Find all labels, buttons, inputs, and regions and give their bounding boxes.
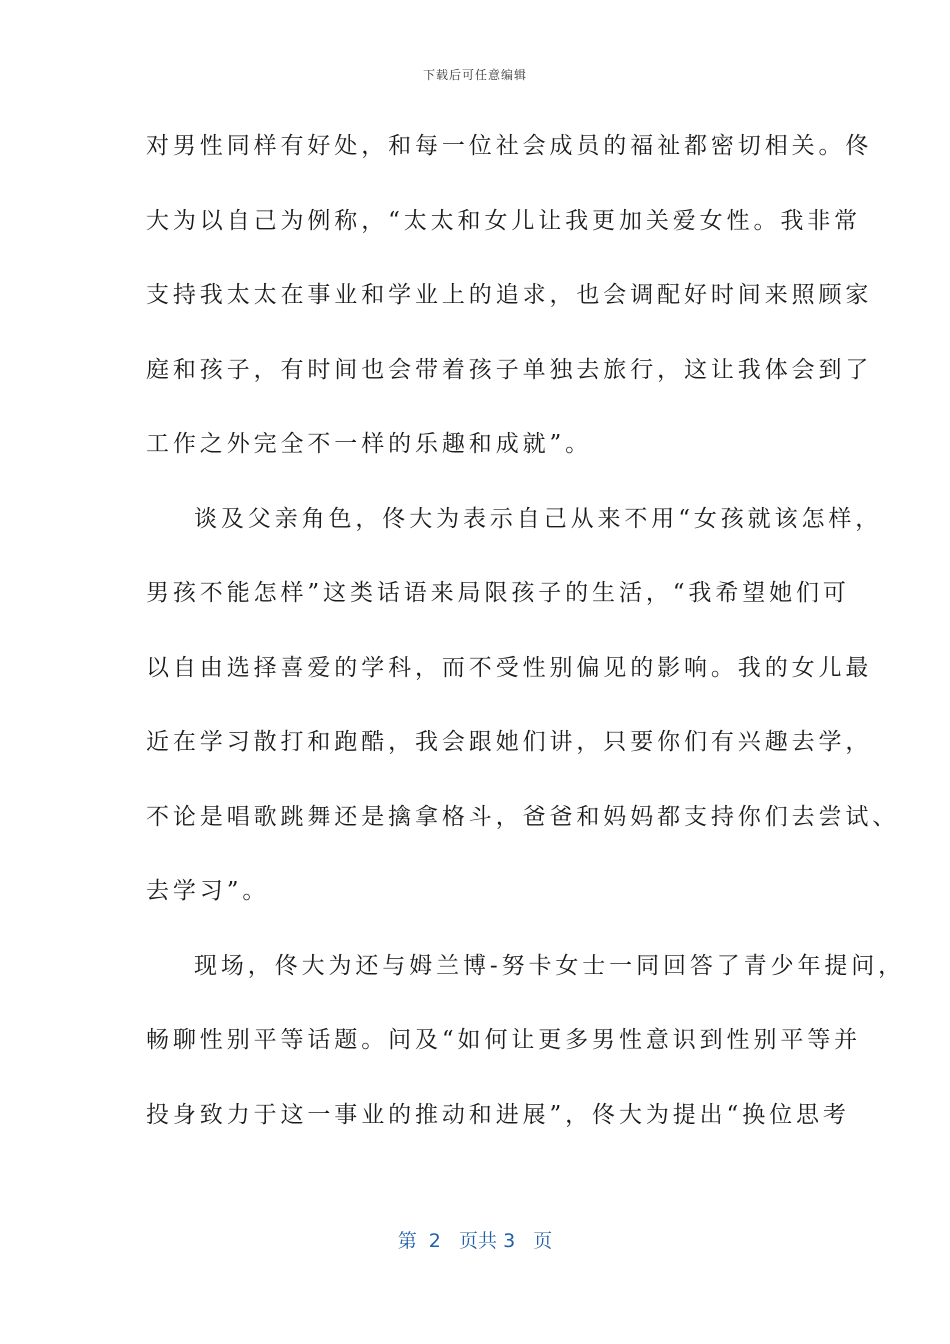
paragraph-first-line: 谈及父亲角色，佟大为表示自己从来不用“女孩就该怎样， (194, 505, 883, 532)
text-line: 近在学习散打和跑酷，我会跟她们讲，只要你们有兴趣去学， (146, 729, 873, 755)
text-line: 对男性同样有好处，和每一位社会成员的福祉都密切相关。佟 (146, 133, 873, 159)
text-line: 投身致力于这一事业的推动和进展”，佟大为提出“换位思考 (146, 1101, 850, 1128)
page-header-note: 下载后可任意编辑 (422, 68, 527, 82)
paragraph-first-line: 现场，佟大为还与姆兰博-努卡女士一同回答了青少年提问， (194, 952, 906, 979)
text-line: 男孩不能怎样”这类话语来局限孩子的生活，“我希望她们可 (146, 580, 850, 606)
page-label-suffix: 页 (533, 1230, 553, 1252)
text-line: 不论是唱歌跳舞还是擒拿格斗，爸爸和妈妈都支持你们去尝试、 (146, 803, 900, 830)
text-line: 大为以自己为例称，“太太和女儿让我更加关爱女性。我非常 (146, 207, 862, 234)
total-pages-number: 3 (503, 1230, 516, 1252)
text-line: 工作之外完全不一样的乐趣和成就”。 (146, 431, 593, 457)
current-page-number: 2 (428, 1230, 441, 1252)
text-line: 畅聊性别平等话题。问及“如何让更多男性意识到性别平等并 (146, 1027, 862, 1053)
document-body (146, 120, 906, 1163)
page-label-mid: 页共 (459, 1230, 498, 1252)
text-line: 支持我太太在事业和学业上的追求，也会调配好时间来照顾家 (146, 282, 873, 308)
text-line: 去学习”。 (146, 878, 270, 904)
page-label-prefix: 第 (397, 1230, 417, 1252)
text-line: 以自由选择喜爱的学科，而不受性别偏见的影响。我的女儿最 (146, 654, 873, 681)
text-line: 庭和孩子，有时间也会带着孩子单独去旅行，这让我体会到了 (146, 356, 873, 383)
page-footer (0, 1226, 950, 1253)
